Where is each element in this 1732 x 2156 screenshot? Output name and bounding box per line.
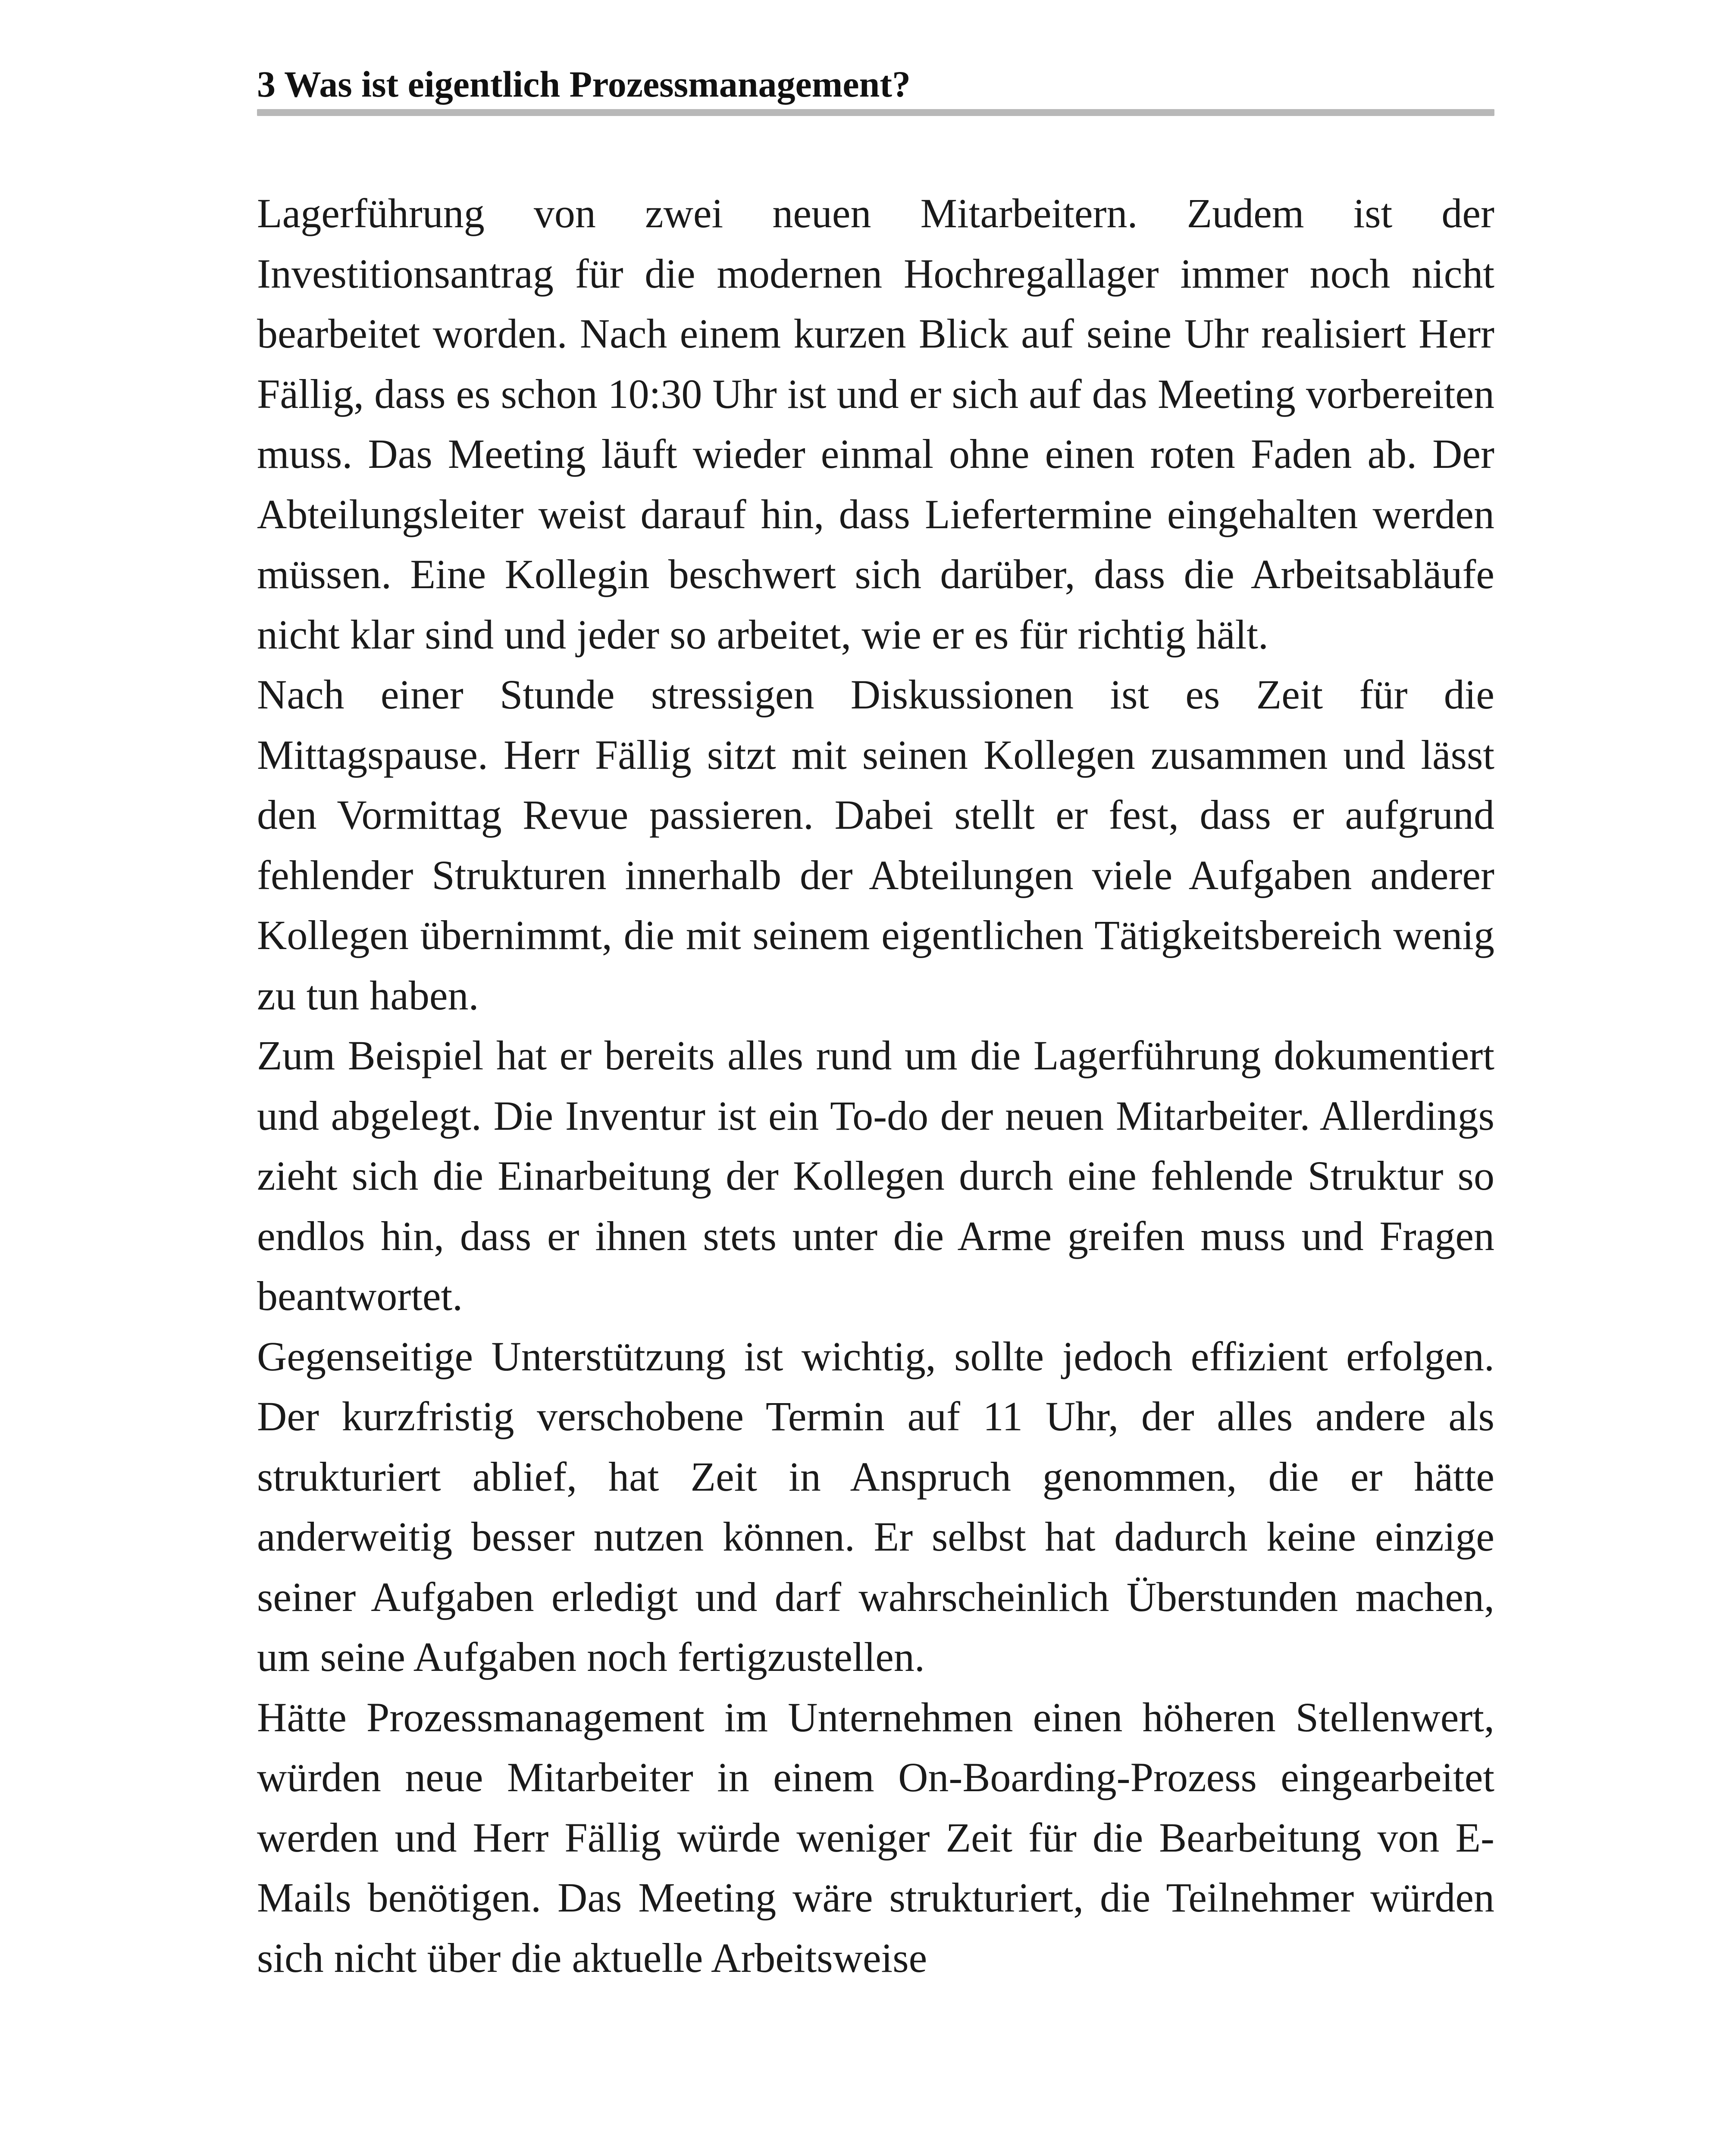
chapter-title: 3 Was ist eigentlich Prozessmanagement? — [257, 63, 911, 105]
paragraph: Gegenseitige Unterstützung ist wichtig, sollte jedoch effizient erfolgen. Der kurzfristig verschobene Termin auf 11 Uhr, der alles andere als strukturiert ablief, hat Zeit in Anspruch genommen, die er hätte anderweitig besser nutzen können. Er selbst hat dadurch keine einzige seiner Aufgaben erledigt und darf wahrscheinlich Überstunden machen, um seine Aufgaben noch fertigzustellen. — [257, 1333, 1494, 1680]
paragraph: Lagerführung von zwei neuen Mitarbeitern. Zudem ist der Investitionsantrag für die modernen Hochregallager immer noch nicht bearbeitet worden. Nach einem kurzen Blick auf seine Uhr realisiert Herr Fällig, dass es schon 10:30 Uhr ist und er sich auf das Meeting vorbereiten muss. Das Meeting läuft wieder einmal ohne einen roten Faden ab. Der Abteilungsleiter weist darauf hin, dass Liefertermine eingehalten werden müssen. Eine Kollegin beschwert sich darüber, dass die Arbeitsabläufe nicht klar sind und jeder so arbeitet, wie er es für richtig hält. — [257, 190, 1494, 658]
body-text — [257, 183, 1494, 1988]
paragraph: Nach einer Stunde stressigen Diskussionen ist es Zeit für die Mittagspause. Herr Fällig sitzt mit seinen Kollegen zusammen und lässt den Vormittag Revue passieren. Dabei stellt er fest, dass er aufgrund fehlender Strukturen innerhalb der Abteilungen viele Aufgaben anderer Kollegen übernimmt, die mit seinem eigentlichen Tätigkeitsbereich wenig zu tun haben. — [257, 671, 1494, 1018]
paragraph: Zum Beispiel hat er bereits alles rund um die Lagerführung dokumentiert und abgelegt. Die Inventur ist ein To-do der neuen Mitarbeiter. Allerdings zieht sich die Einarbeitung der Kollegen durch eine fehlende Struktur so endlos hin, dass er ihnen stets unter die Arme greifen muss und Fragen beantwortet. — [257, 1032, 1494, 1319]
paragraph: Hätte Prozessmanagement im Unternehmen einen höheren Stellenwert, würden neue Mitarbeiter in einem On-Boarding-Prozess eingearbeitet werden und Herr Fällig würde weniger Zeit für die Bearbeitung von E-Mails benötigen. Das Meeting wäre strukturiert, die Teilnehmer würden sich nicht über die aktuelle Arbeitsweise — [257, 1694, 1494, 1981]
header-rule — [257, 109, 1494, 116]
running-header — [257, 63, 1494, 119]
